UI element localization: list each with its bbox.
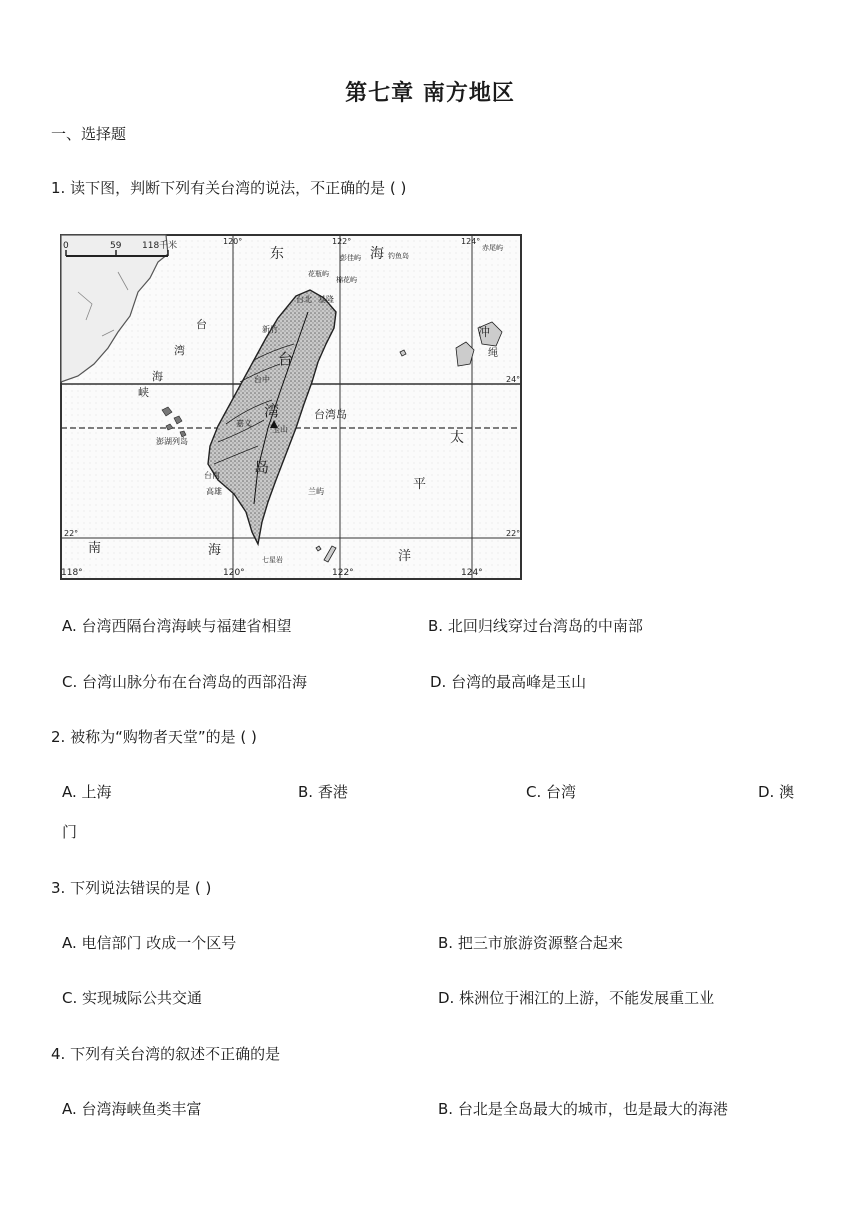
taiwan-map	[58, 232, 524, 584]
map-label: 22°	[506, 529, 521, 538]
scale-label-0: 0	[63, 241, 69, 251]
question-4-stem: 4. 下列有关台湾的叙述不正确的是	[51, 1045, 281, 1063]
q2-option-b: B. 香港	[298, 783, 348, 801]
q2-option-d-wrap: 门	[62, 823, 78, 841]
map-label: 平	[413, 477, 427, 492]
question-3-stem: 3. 下列说法错误的是 ( )	[51, 879, 212, 897]
page-title: 第七章 南方地区	[345, 81, 515, 106]
map-label: 120°	[223, 237, 243, 246]
map-label: 湾	[264, 402, 280, 420]
q1-option-d: D. 台湾的最高峰是玉山	[430, 673, 587, 691]
q2-option-a: A. 上海	[62, 783, 112, 801]
map-label: 台	[196, 318, 207, 331]
map-label: 嘉义	[236, 419, 252, 428]
map-label: 台中	[254, 375, 270, 384]
map-label: 24°	[506, 375, 521, 384]
map-label: 东	[270, 246, 284, 262]
q1-option-c: C. 台湾山脉分布在台湾岛的西部沿海	[62, 673, 308, 691]
map-label: 彭佳屿	[340, 254, 361, 262]
map-label: 22°	[64, 529, 79, 538]
q4-option-b: B. 台北是全岛最大的城市，也是最大的海港	[438, 1100, 728, 1118]
q2-option-d: D. 澳	[758, 783, 795, 801]
map-label: 122°	[332, 568, 354, 578]
map-label: 台北	[296, 295, 312, 304]
q1-option-b: B. 北回归线穿过台湾岛的中南部	[428, 617, 643, 635]
map-label: 海	[152, 370, 163, 383]
scale-label-118: 118千米	[142, 241, 178, 251]
map-label: 七星岩	[262, 556, 283, 564]
q2-option-c: C. 台湾	[526, 783, 577, 801]
map-label: 122°	[332, 237, 352, 246]
map-label: 冲	[478, 325, 491, 339]
map-label: 台湾岛	[314, 408, 347, 421]
map-label: 兰屿	[308, 487, 324, 496]
map-label: 棉花屿	[336, 276, 357, 284]
map-label: 南	[88, 541, 102, 556]
map-label: 基隆	[318, 295, 334, 304]
map-label: 岛	[254, 458, 270, 476]
section-heading: 一、选择题	[51, 125, 127, 143]
map-label: 太	[450, 430, 464, 446]
map-label: 海	[370, 246, 384, 262]
map-label: 台南	[204, 471, 220, 480]
map-label: 玉山	[272, 425, 288, 434]
scale-label-59: 59	[110, 241, 122, 251]
map-label: 湾	[174, 344, 185, 357]
q1-option-a: A. 台湾西隔台湾海峡与福建省相望	[62, 617, 292, 635]
map-label: 峡	[138, 386, 149, 399]
map-label: 新竹	[262, 325, 278, 334]
map-label: 赤尾屿	[482, 244, 503, 252]
question-1-stem: 1. 读下图，判断下列有关台湾的说法，不正确的是 ( )	[51, 179, 407, 197]
map-label: 花瓶屿	[308, 270, 329, 278]
q3-option-c: C. 实现城际公共交通	[62, 989, 203, 1007]
map-label: 124°	[461, 237, 481, 246]
map-label: 台	[278, 350, 294, 368]
map-label: 120°	[223, 568, 245, 578]
q3-option-a: A. 电信部门 改成一个区号	[62, 934, 237, 952]
question-2-stem: 2. 被称为“购物者天堂”的是 ( )	[51, 728, 257, 746]
q3-option-b: B. 把三市旅游资源整合起来	[438, 934, 623, 952]
map-label: 118°	[61, 568, 83, 578]
q4-option-a: A. 台湾海峡鱼类丰富	[62, 1100, 202, 1118]
map-label: 钓鱼岛	[388, 252, 409, 260]
map-label: 124°	[461, 568, 483, 578]
map-label: 海	[208, 543, 222, 558]
map-label: 绳	[488, 348, 498, 359]
map-label: 澎湖列岛	[156, 437, 188, 446]
map-label: 洋	[398, 549, 412, 564]
q3-option-d: D. 株洲位于湘江的上游，不能发展重工业	[438, 989, 715, 1007]
map-label: 高雄	[206, 487, 222, 496]
